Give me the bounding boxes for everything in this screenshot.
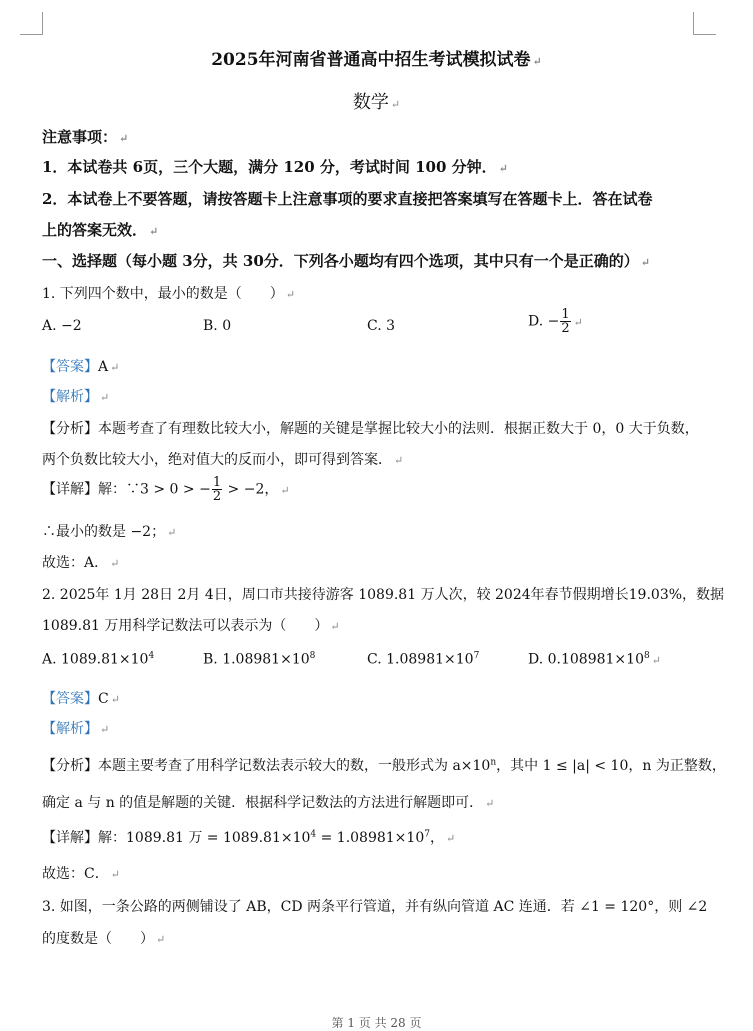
q1-option-b: B. 0 (203, 318, 232, 334)
q1-option-a: A. −2 (42, 318, 82, 334)
exam-title: 2025年河南省普通高中招生考试模拟试卷 ↵ (211, 50, 542, 70)
fraction: $\frac{1}{2}$ (212, 475, 222, 504)
q1-fenxi: 【分析】本题考查了有理数比较大小，解题的关键是掌握比较大小的法则．根据正数大于 0，0 大于负数， (42, 421, 699, 437)
q1-analysis: 【解析】 ↵ (42, 389, 110, 405)
notice-item-2: 2．本试卷上不要答题，请按答题卡上注意事项的要求直接把答案填写在答题卡上．答在试卷 (42, 190, 653, 208)
q2-stem: 2. 2025年 1月 28日 2月 4日，周口市共接待游客 1089.81 万人次，较 2024年春节假期增长19.03%，数据 (42, 587, 725, 603)
q1-conclusion: ∴最小的数是 −2； ↵ (42, 524, 177, 540)
q2-option-a: A. $1089.81\times 10^4$ (42, 651, 155, 668)
q3-stem: 3. 如图，一条公路的两侧铺设了 AB，CD 两条平行管道，并有纵向管道 AC 连通．若 ∠1 = 120°，则 ∠2 (42, 899, 708, 915)
q1-option-d: D. − $\frac{1}{2}$ ↵ (528, 307, 583, 336)
q2-detail: 【详解】解：1089.81 万 = $1089.81\times 10^4 = 1.08981\times 10^7$， ↵ (42, 829, 456, 846)
q1-stem: 1. 下列四个数中，最小的数是（ ） ↵ (42, 286, 296, 302)
q2-option-d: D. $0.108981\times 10^8$ ↵ (528, 651, 661, 668)
q1-detail: 【详解】解：∵3 > 0 > − $\frac{1}{2}$ > −2， ↵ (42, 475, 290, 504)
q2-choose: 故选：C． ↵ (42, 866, 120, 882)
q1-fenxi-cont: 两个负数比较大小，绝对值大的反而小，即可得到答案． ↵ (42, 452, 404, 468)
subject-title: 数学 ↵ (352, 92, 401, 113)
q2-analysis: 【解析】 ↵ (42, 721, 110, 737)
q3-stem-cont: 的度数是（ ） ↵ (42, 931, 166, 947)
q2-fenxi-cont: 确定 a 与 n 的值是解题的关键．根据科学记数法的方法进行解题即可． ↵ (42, 795, 495, 811)
q1-choose: 故选：A． ↵ (42, 555, 120, 571)
fraction: $\frac{1}{2}$ (561, 307, 570, 336)
q2-option-c: C. $1.08981\times 10^7$ (367, 651, 480, 668)
q2-option-b: B. $1.08981\times 10^8$ (203, 651, 316, 668)
crop-mark-top-right (693, 12, 716, 35)
page-footer: 第 1 页 共 28 页 (331, 1016, 422, 1030)
section-heading: 一、选择题（每小题 3分，共 30分．下列各小题均有四个选项，其中只有一个是正确的） ↵ (42, 252, 650, 270)
notice-heading: 注意事项： ↵ (42, 128, 129, 146)
crop-mark-top-left (20, 12, 43, 35)
notice-item-1: 1．本试卷共 6页，三个大题，满分 120 分，考试时间 100 分钟． ↵ (42, 158, 508, 176)
q1-option-c: C. 3 (367, 318, 396, 334)
q2-fenxi: 【分析】本题主要考查了用科学记数法表示较大的数，一般形式为 $a\times 10^n$，其中 1 ≤ |a| < 10，n 为正整数， (42, 757, 726, 774)
q1-answer: 【答案】A ↵ (42, 359, 120, 375)
notice-item-2-cont: 上的答案无效． ↵ (42, 221, 159, 239)
q2-answer: 【答案】C ↵ (42, 691, 120, 707)
q2-stem-cont: 1089.81 万用科学记数法可以表示为（ ） ↵ (42, 618, 340, 634)
